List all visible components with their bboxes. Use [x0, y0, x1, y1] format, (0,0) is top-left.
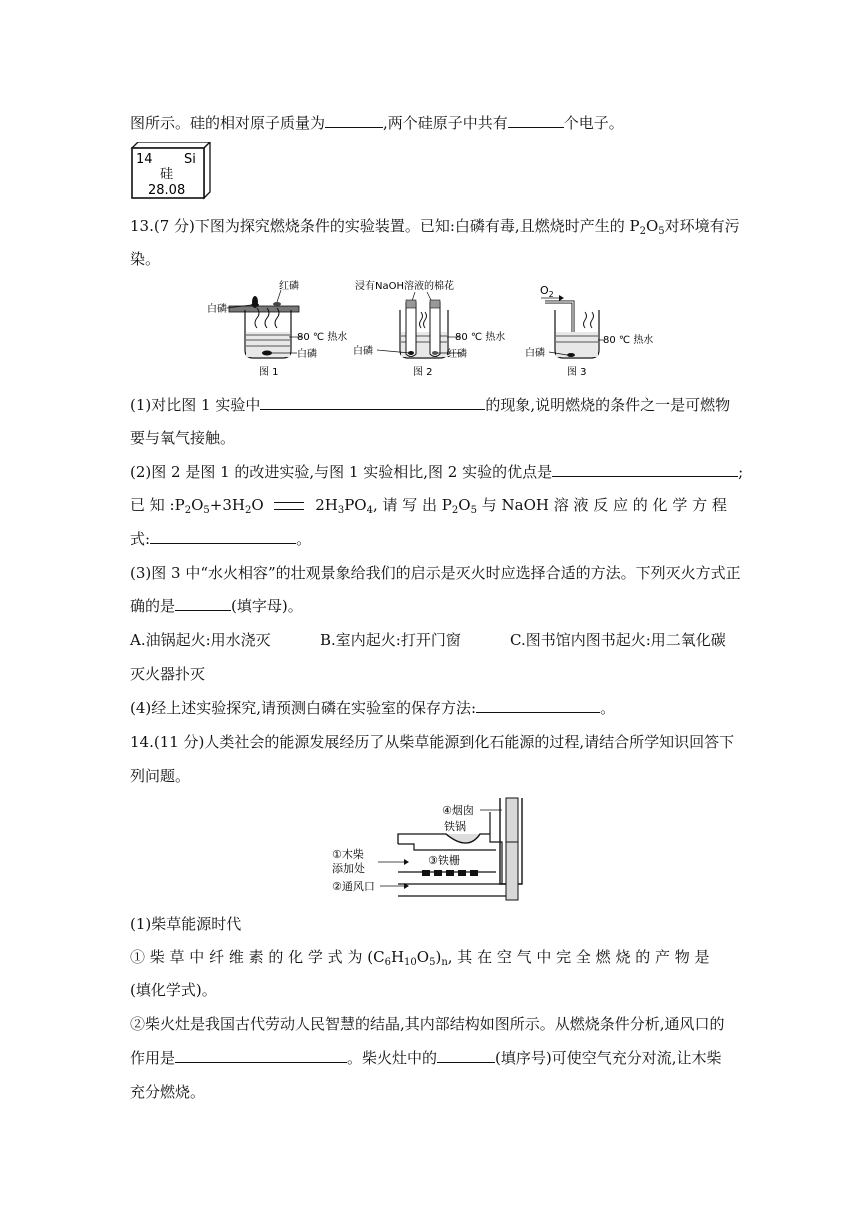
answer-blank-q13-4[interactable]	[476, 698, 600, 713]
q13-part2-equation	[130, 495, 730, 515]
text: 。	[296, 530, 312, 548]
element-name: 硅	[160, 167, 174, 182]
text: (填化学式)。	[130, 981, 217, 999]
label-wood-inlet: ①木柴	[332, 848, 364, 861]
test-tube-right	[430, 302, 440, 357]
text: 充分燃烧。	[130, 1083, 206, 1101]
q13-part2-cont	[130, 529, 730, 549]
subscript: 2	[639, 226, 646, 237]
label-hot-water-2: 80 ℃ 热水	[455, 332, 506, 343]
q14-title-cont	[130, 766, 730, 786]
label-chimney: ④烟囱	[442, 804, 474, 817]
label-o2: $O_2$	[540, 284, 554, 299]
subscript: 2	[451, 505, 459, 516]
text: ;	[738, 463, 744, 481]
q13-title	[130, 216, 740, 237]
answer-blank-q13-1[interactable]	[260, 395, 485, 410]
q13-part1-cont	[130, 428, 730, 448]
equals-sign	[274, 502, 304, 510]
text: (4)经上述实验探究,请预测白磷在实验室的保存方法:	[130, 699, 477, 717]
text: 灭火器扑灭	[130, 665, 206, 683]
subscript: 5	[470, 505, 477, 516]
figure-2-label: 图 2	[413, 367, 433, 378]
test-tube-left	[406, 302, 416, 357]
subscript: 2	[244, 505, 252, 516]
text: O	[191, 496, 204, 514]
q13-part2	[130, 462, 744, 482]
subscript: 10	[404, 957, 417, 968]
text: 。	[600, 699, 616, 717]
red-phosphorus	[273, 302, 281, 306]
combustion-figure	[205, 280, 665, 380]
stove-figure	[330, 792, 530, 904]
answer-blank-q14-number[interactable]	[437, 1048, 495, 1063]
text: ,两个硅原子中共有	[383, 114, 508, 132]
option-c: C.图书馆内图书起火:用二氧化碳	[510, 631, 726, 649]
text: 14.(11 分)人类社会的能源发展经历了从柴草能源到化石能源的过程,请结合所学知识回答下	[130, 733, 735, 751]
label-grate: ③铁栅	[428, 854, 460, 867]
option-a: A.油锅起火:用水浇灭	[130, 631, 271, 649]
answer-blank-q14-vent[interactable]	[175, 1048, 347, 1063]
text: 已 知 :P	[130, 496, 185, 514]
q14-part1-ii-cont	[130, 1048, 730, 1068]
label-red-phosphorus-2: 红磷	[447, 349, 467, 360]
answer-blank-electrons[interactable]	[508, 113, 564, 128]
text: O	[458, 496, 471, 514]
q13-title-cont	[130, 249, 730, 269]
figure-3	[525, 284, 653, 378]
option-b: B.室内起火:打开门窗	[320, 631, 461, 649]
text: , 其 在 空 气 中 完 全 燃 烧 的 产 物 是	[447, 948, 710, 966]
text: 对环境有污	[664, 217, 740, 235]
answer-blank-q13-2b[interactable]	[150, 529, 296, 544]
label-white-phosphorus-water: 白磷	[297, 349, 317, 360]
text: O	[645, 217, 659, 235]
text: O	[416, 948, 430, 966]
text: 图所示。硅的相对原子质量为	[130, 114, 326, 132]
text: 的现象,说明燃烧的条件之一是可燃物	[485, 396, 731, 414]
text: (1)对比图 1 实验中	[130, 396, 261, 414]
figure-1	[207, 280, 347, 378]
q13-part4	[130, 698, 730, 718]
answer-blank-q13-2a[interactable]	[552, 462, 738, 477]
white-phosphorus-underwater	[262, 351, 272, 356]
text: +3H	[209, 496, 245, 514]
subscript: 6	[384, 957, 391, 968]
figure-1-label: 图 1	[259, 367, 279, 378]
figure-2	[353, 280, 505, 378]
q14-part1-i-cont	[130, 980, 730, 1000]
q13-part1	[130, 395, 730, 415]
answer-blank-q13-3[interactable]	[175, 596, 231, 611]
text: 确的是	[130, 597, 176, 615]
text: 个电子。	[563, 114, 624, 132]
label-white-phosphorus-2: 白磷	[353, 346, 373, 357]
q14-part1-ii-end	[130, 1082, 730, 1102]
text: 式:	[130, 530, 151, 548]
element-mass: 28.08	[148, 183, 186, 198]
text: , 请 写 出 P	[372, 496, 452, 514]
label-wok: 铁锅	[444, 820, 466, 833]
figure-3-label: 图 3	[567, 367, 587, 378]
text: )	[435, 948, 442, 966]
text: (填字母)。	[231, 597, 303, 615]
text: (2)图 2 是图 1 的改进实验,与图 1 实验相比,图 2 实验的优点是	[130, 463, 553, 481]
text: (填序号)可使空气充分对流,让木柴	[495, 1049, 722, 1067]
q13-options-cont	[130, 664, 730, 684]
element-number: 14	[136, 152, 153, 167]
text: (3)图 3 中“水火相容”的壮观景象给我们的启示是灭火时应选择合适的方法。下列灭火方式正	[130, 564, 741, 582]
element-symbol: Si	[184, 152, 196, 167]
label-white-phosphorus: 白磷	[207, 304, 227, 315]
q14-title	[130, 732, 735, 752]
text: 13.(7 分)下图为探究燃烧条件的实验装置。已知:白磷有毒,且燃烧时产生的 P	[130, 217, 640, 235]
label-white-phosphorus-3: 白磷	[525, 348, 545, 359]
element-cell-silicon	[130, 142, 212, 200]
copper-plate	[229, 306, 299, 312]
text: 染。	[130, 250, 161, 268]
subscript: 5	[203, 505, 210, 516]
label-cotton: 浸有NaOH溶液的棉花	[355, 281, 454, 292]
q14-part1-ii	[130, 1014, 730, 1034]
text: 。柴火灶中的	[347, 1049, 438, 1067]
q12-continuation	[130, 113, 730, 133]
label-hot-water: 80 ℃ 热水	[297, 332, 348, 343]
text: ① 柴 草 中 纤 维 素 的 化 学 式 为 (C	[130, 948, 385, 966]
text: H	[390, 948, 405, 966]
q14-part1	[130, 914, 730, 934]
text: 与 NaOH 溶 液 反 应 的 化 学 方 程	[476, 496, 727, 514]
label-wood-inlet-2: 添加处	[332, 862, 365, 875]
label-hot-water-3: 80 ℃ 热水	[603, 335, 654, 346]
answer-blank-mass[interactable]	[325, 113, 383, 128]
text: 要与氧气接触。	[130, 429, 236, 447]
subscript: 5	[429, 957, 436, 968]
text: ②柴火灶是我国古代劳动人民智慧的结晶,其内部结构如图所示。从燃烧条件分析,通风口的	[130, 1015, 725, 1033]
label-vent: ②通风口	[332, 880, 375, 893]
q14-part1-i	[130, 947, 730, 967]
q13-part3	[130, 563, 741, 583]
text: (1)柴草能源时代	[130, 915, 242, 933]
subscript: 2	[184, 505, 192, 516]
subscript: n	[441, 957, 448, 968]
text: O	[251, 496, 264, 514]
q13-part3-cont	[130, 596, 730, 616]
label-red-phosphorus: 红磷	[279, 281, 299, 292]
text: 列问题。	[130, 767, 191, 785]
q13-options	[130, 630, 730, 650]
text: PO	[344, 496, 367, 514]
text: 作用是	[130, 1049, 176, 1067]
subscript: 5	[658, 226, 665, 237]
subscript: 4	[366, 505, 373, 516]
subscript: 3	[337, 505, 345, 516]
text: 2H	[315, 496, 338, 514]
